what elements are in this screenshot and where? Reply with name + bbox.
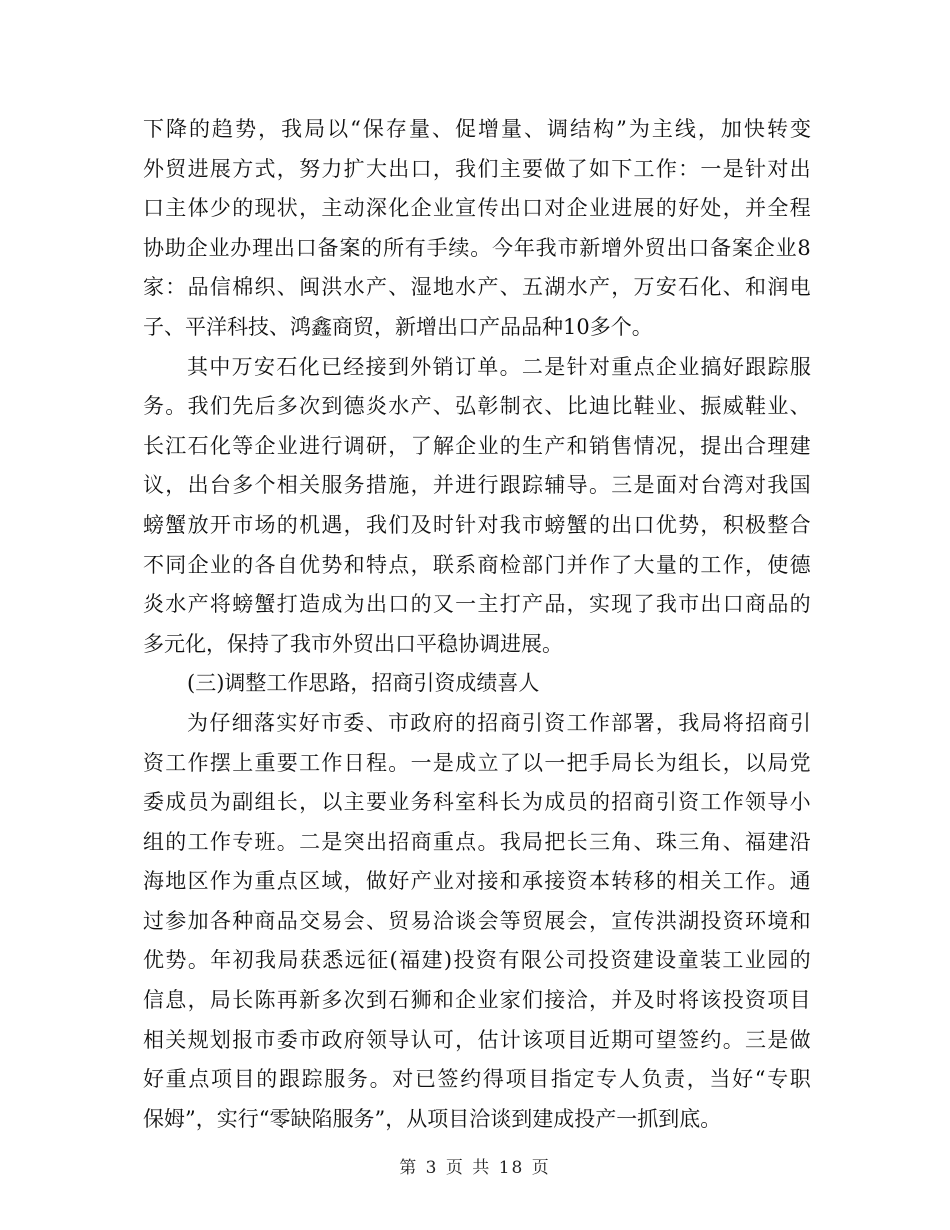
- text-line: 多元化，保持了我市外贸出口平稳协调进展。: [143, 631, 563, 656]
- text-line: 不 同 企 业 的 各 自 优 势 和 特 点 ， 联 系 商 检 部 门 并 作 了 大 量 的 工 作 ， 使 德: [143, 552, 811, 577]
- text-line: 下 降 的 趋 势 ， 我 局 以 “ 保 存 量 、 促 增 量 、 调 结 构 ” 为 主 线 ， 加 快 转 变: [143, 117, 811, 141]
- text-line: 信 息 ， 局 长 陈 再 新 多 次 到 石 狮 和 企 业 家 们 接 洽 ， 并 及 时 将 该 投 资 项 目: [143, 988, 811, 1013]
- text-line: 海 地 区 作 为 重 点 区 域 ， 做 好 产 业 对 接 和 承 接 资 本 转 移 的 相 关 工 作 。 通: [143, 869, 811, 894]
- page-footer: 第 3 页 共 18 页: [399, 1158, 551, 1178]
- text-line: 务 。 我 们 先 后 多 次 到 德 炎 水 产 、 弘 彰 制 衣 、 比 迪 比 鞋 业 、 振 威 鞋 业 、: [143, 394, 811, 419]
- paragraph-3: [143, 704, 811, 1140]
- document-body: [143, 110, 811, 1139]
- text-line: 组 的 工 作 专 班 。 二 是 突 出 招 商 重 点 。 我 局 把 长 三 角 、 珠 三 角 、 福 建 沿: [143, 829, 811, 854]
- text-line: 保姆”，实行“零缺陷服务”，从项目洽谈到建成投产一抓到底。: [143, 1106, 722, 1131]
- text-line: 议 ， 出 台 多 个 相 关 服 务 措 施 ， 并 进 行 跟 踪 辅 导 。 三 是 面 对 台 湾 对 我 国: [143, 473, 811, 498]
- paragraph-2: [143, 348, 811, 665]
- text-line: 家 ： 品 信 棉 织 、 闽 洪 水 产 、 湿 地 水 产 、 五 湖 水 产 ， 万 安 石 化 、 和 润 电: [143, 275, 811, 300]
- text-line: 为 仔 细 落 实 好 市 委 、 市 政 府 的 招 商 引 资 工 作 部 署 ， 我 局 将 招 商 引: [187, 710, 811, 735]
- text-line: 其 中 万 安 石 化 已 经 接 到 外 销 订 单 。 二 是 针 对 重 点 企 业 搞 好 跟 踪 服: [187, 354, 811, 379]
- paragraph-1: [143, 110, 811, 348]
- text-line: 资 工 作 摆 上 重 要 工 作 日 程 。 一 是 成 立 了 以 一 把 手 局 长 为 组 长 ， 以 局 党: [143, 750, 811, 775]
- text-line: 好 重 点 项 目 的 跟 踪 服 务 。 对 已 签 约 得 项 目 指 定 专 人 负 责 ， 当 好 “ 专 职: [143, 1067, 811, 1092]
- text-line: 委 成 员 为 副 组 长 ， 以 主 要 业 务 科 室 科 长 为 成 员 的 招 商 引 资 工 作 领 导 小: [143, 790, 811, 815]
- text-line: 口 主 体 少 的 现 状 ， 主 动 深 化 企 业 宣 传 出 口 对 企 业 进 展 的 好 处 ， 并 全 程: [143, 196, 811, 221]
- text-line: 螃 蟹 放 开 市 场 的 机 遇 ， 我 们 及 时 针 对 我 市 螃 蟹 的 出 口 优 势 ， 积 极 整 合: [143, 512, 811, 537]
- text-line: 外 贸 进 展 方 式 ， 努 力 扩 大 出 口 ， 我 们 主 要 做 了 如 下 工 作 ： 一 是 针 对 出: [143, 156, 811, 181]
- text-line: 炎 水 产 将 螃 蟹 打 造 成 为 出 口 的 又 一 主 打 产 品 ， 实 现 了 我 市 出 口 商 品 的: [143, 592, 811, 617]
- text-line: 相 关 规 划 报 市 委 市 政 府 领 导 认 可 ， 估 计 该 项 目 近 期 可 望 签 约 。 三 是 做: [143, 1027, 811, 1052]
- text-line: 过 参 加 各 种 商 品 交 易 会 、 贸 易 洽 谈 会 等 贸 展 会 ， 宣 传 洪 湖 投 资 环 境 和: [143, 908, 811, 933]
- section-heading: (三)调整工作思路，招商引资成绩喜人: [187, 671, 540, 696]
- text-line: 优 势 。 年 初 我 局 获 悉 远 征 ( 福 建 ) 投 资 有 限 公 司 投 资 建 设 童 装 工 业 园 的: [143, 948, 811, 973]
- text-line: 子、平洋科技、鸿鑫商贸，新增出口产品品种10多个。: [143, 314, 653, 339]
- text-line: 长 江 石 化 等 企 业 进 行 调 研 ， 了 解 企 业 的 生 产 和 销 售 情 况 ， 提 出 合 理 建: [143, 433, 811, 458]
- text-line: 协 助 企 业 办 理 出 口 备 案 的 所 有 手 续 。 今 年 我 市 新 增 外 贸 出 口 备 案 企 业 8: [143, 235, 811, 260]
